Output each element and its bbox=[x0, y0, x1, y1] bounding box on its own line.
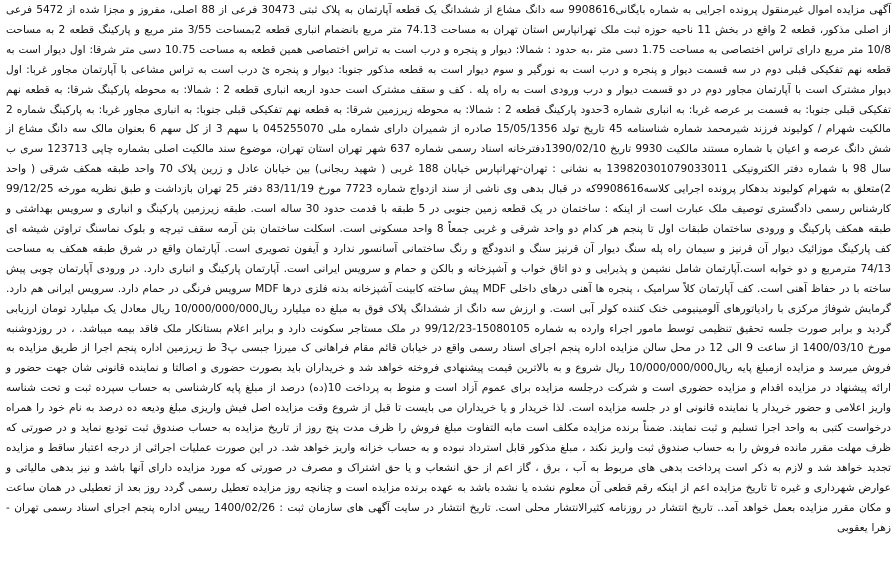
auction-notice-text: آگهی مزایده اموال غیرمنقول پرونده اجرایی به شماره بایگانی9908616 سه دانگ مشاع از ششدانگ یک قطعه آپارتمان به پلاک ثبتی 30473 فرعی از 88 اصلی، مفروز و مجزا شده از 5472 فرعی از اصلی مذکور، قطعه 2 واقع در بخش 11 ناحیه حوزه ثبت ملک تهرانپارس استان تهران به مساحت 74.13 متر مربع بانضمام انباری قطعه 2بمساحت 3/55 متر مربع و پارکینگ قطعه 2 به مساحت 10/8 متر مربع دارای تراس اختصاصی به مساحت 1.75 دسی متر ،به حدود : شمالا: دیوار و پنجره و درب است به تراس اختصاصی همین قطعه به مساحت 10.75 دسی متر شرقا: اول دیوار است به قطعه نهم تفکیکی قبلی دوم در سه قسمت دیوار و پنجره و درب است به نورگیر و سوم دیوار است به قطعه مذکور جنوبا: دیوار و پنجره ئ درب است به تراس مشاعی با آپارتمان مجاور غربا: اول دیوار مشترک است با آپارتمان مجاور دوم در دو قسمت دیوار و درب ورودی است به راه پله . کف و سقف مشترک است حدود اربعه انباری قطعه 2 : شمالا: به محوطه پارکینگ شرقا: به قطعه نهم تفکیکی قبلی جنوبا: به قسمت بر عرصه غربا: به انباری شماره 3حدود پارکینگ قطعه 2 : شمالا: به محوطه زیرزمین شرقا: به قطعه نهم تفکیکی قبلی جنوبا: به انباری مجاور غربا: به پارکینگ شماره 2 مالکیت شهرام / کولیوند فرزند شیرمحمد شماره شناسنامه 45 تاریخ تولد 15/05/1356 صادره از شمیران دارای شماره ملی 045255070 با سهم 3 از کل سهم 6 بعنوان مالک سه دانگ مشاع از شش دانگ عرصه و اعیان با شماره مستند مالکیت 9930 تاریخ 1390/02/10دفترخانه اسناد رسمی شماره 637 شهر تهران استان تهران، موضوع سند مالکیت اصلی بشماره چاپی 123713 سری ب سال 98 با شماره دفتر الکترونیکی 139820301079033011 به نشانی : تهران-تهرانپارس خیابان 188 غربی ( شهید ربجانی) بین خیابان عادل و زرین پلاک 70 واحد طبقه همکف شرقی ( واحد 2)متعلق به شهرام کولیوند بدهکار پرونده اجرایی کلاسه9908616که در قبال بدهی وی ناشی از سند ازدواج شماره 7723 مورخ 83/11/19 دفتر 25 تهران بازداشت و طبق نظریه مورخه 99/12/25 کارشناس رسمی دادگستری توصیف ملک عبارت است از اینکه : ساختمان در یک قطعه زمین جنوبی در 5 طبقه با قدمت حدود 30 ساله است. طبقه زیرزمین پارکینگ و انباری و سرویس بهداشتی و طبقه همکف پارکینگ و ورودی ساختمان طبقات اول تا پنجم هر کدام دو واحد شرقی و غربی جمعاً 8 واحد مسکونی است. اسکلت ساختمان بتن آرمه سقف تیرچه و بلوک نماسنگ تراوتن شیشه ای کف پارکینگ موزائیک دیوار آن قرنیز و سیمان راه پله سنگ دیوار آن قرنیز سنگ و اندودگچ و رنگ ساختمانی آسانسور ندارد و آیفون تصویری است. آپارتمان واقع در شرق طبقه همکف به مساحت 74/13 مترمربع و دو خوابه است.آپارتمان شامل نشیمن و پذیرایی و دو اتاق خواب و آشپزخانه و بالکن و حمام و سرویس ایرانی است. آپارتمان پارکینگ و انباری دارد. در ورودی آپارتمان چوبی پیش ساخته با در حفاظ آهنی است. کف آپارتمان کلاً سرامیک ، پنجره ها آهنی درهای داخلی MDF پیش ساخته کابینت آشپزخانه بدنه فلزی درها MDF سرویس فرنگی در حمام دارد. سرویس ایرانی هم دارد. گرمایش شوفاژ مرکزی با رادیاتورهای آلومینیومی خنک کننده کولر آبی است. و ارزش سه دانگ از ششدانگ پلاک فوق به مبلغ ده میلیارد ریال10/000/000/000 ریال معادل یک میلیارد تومان ارزیابی گردید و برابر صورت جلسه تحقیق تنظیمی توسط مامور اجراء وارده به شماره 15080105-99/12/23 در ملک مستاجر سکونت دارد و برابر اعلام بستانکار ملک فاقد بیمه میباشد. ، در روزدوشنبه مورخ 1400/03/10 از ساعت 9 الی 12 در محل سالن مزایده اداره پنجم اجرای اسناد رسمی واقع در خیابان قائم مقام فراهانی ک میرزا جبسی پ3 ط زیرزمین اداره پنجم اجرا از طریق مزایده به فروش میرسد و مزایده ازمبلغ پایه ریال10/000/000/000 ریال شروع و به بالاترین قیمت پیشنهادی فروخته خواهد شد و خریداران باید بصورت حضوری و اصالتا و نماینده قانونی شان جهت حضور و ارائه پیشنهاد در مزایده اقدام و مزایده حضوری است و شرکت درجلسه مزایده برای عموم آزاد است و منوط به پرداخت 10(ده) درصد از مبلغ پایه کارشناسی به حساب سپرده ثبت و تحت شناسه واریز اعلامی و حضور خریدار یا نماینده قانونی او در جلسه مزایده است. لذا خریدار و یا خریداران می بایست تا قبل از شروع وقت مزایده اصل فیش واریزی مبلغ ودیعه ده درصد به نام خود را همراه درخواست کتبی به واحد اجرا تسلیم و ثبت نمایند. ضمناً برنده مزایده مکلف است مابه التفاوت مبلغ فروش را ظرف مدت پنج روز از تاریخ مزایده به حساب صندوق ثبت تودیع نماید و در صورتی که ظرف مهلت مقرر مانده فروش را به حساب صندوق ثبت واریز نکند ، مبلغ مذکور قابل استرداد نبوده و به حساب خزانه واریز خواهد شد. در این صورت عملیات اجرائی از درجه اعتبار ساقط و مزایده تجدید خواهد شد و لازم به ذکر است پرداخت بدهی های مربوط به آب ، برق ، گاز اعم از حق انشعاب و یا حق اشتراک و مصرف در صورتی که مورد مزایده دارای آنها باشد و نیز بدهی مالیاتی و عوارض شهرداری و غیره تا تاریخ مزایده اعم از اینکه رقم قطعی آن معلوم نشده یا نشده باشد به عهده برنده مزایده است و چنانچه روز مزایده تعطیل رسمی گردد روز بعد از تعطیلی در همان ساعت و مکان مقرر مزایده بعمل خواهد آمد.. تاریخ انتشار در روزنامه کثیرالانتشار محلی است. تاریخ انتشار در سایت آگهی های سازمان ثبت : 1400/02/26 رییس اداره پنجم اجرای اسناد رسمی تهران - زهرا یعقوبی bbox=[6, 4, 892, 534]
